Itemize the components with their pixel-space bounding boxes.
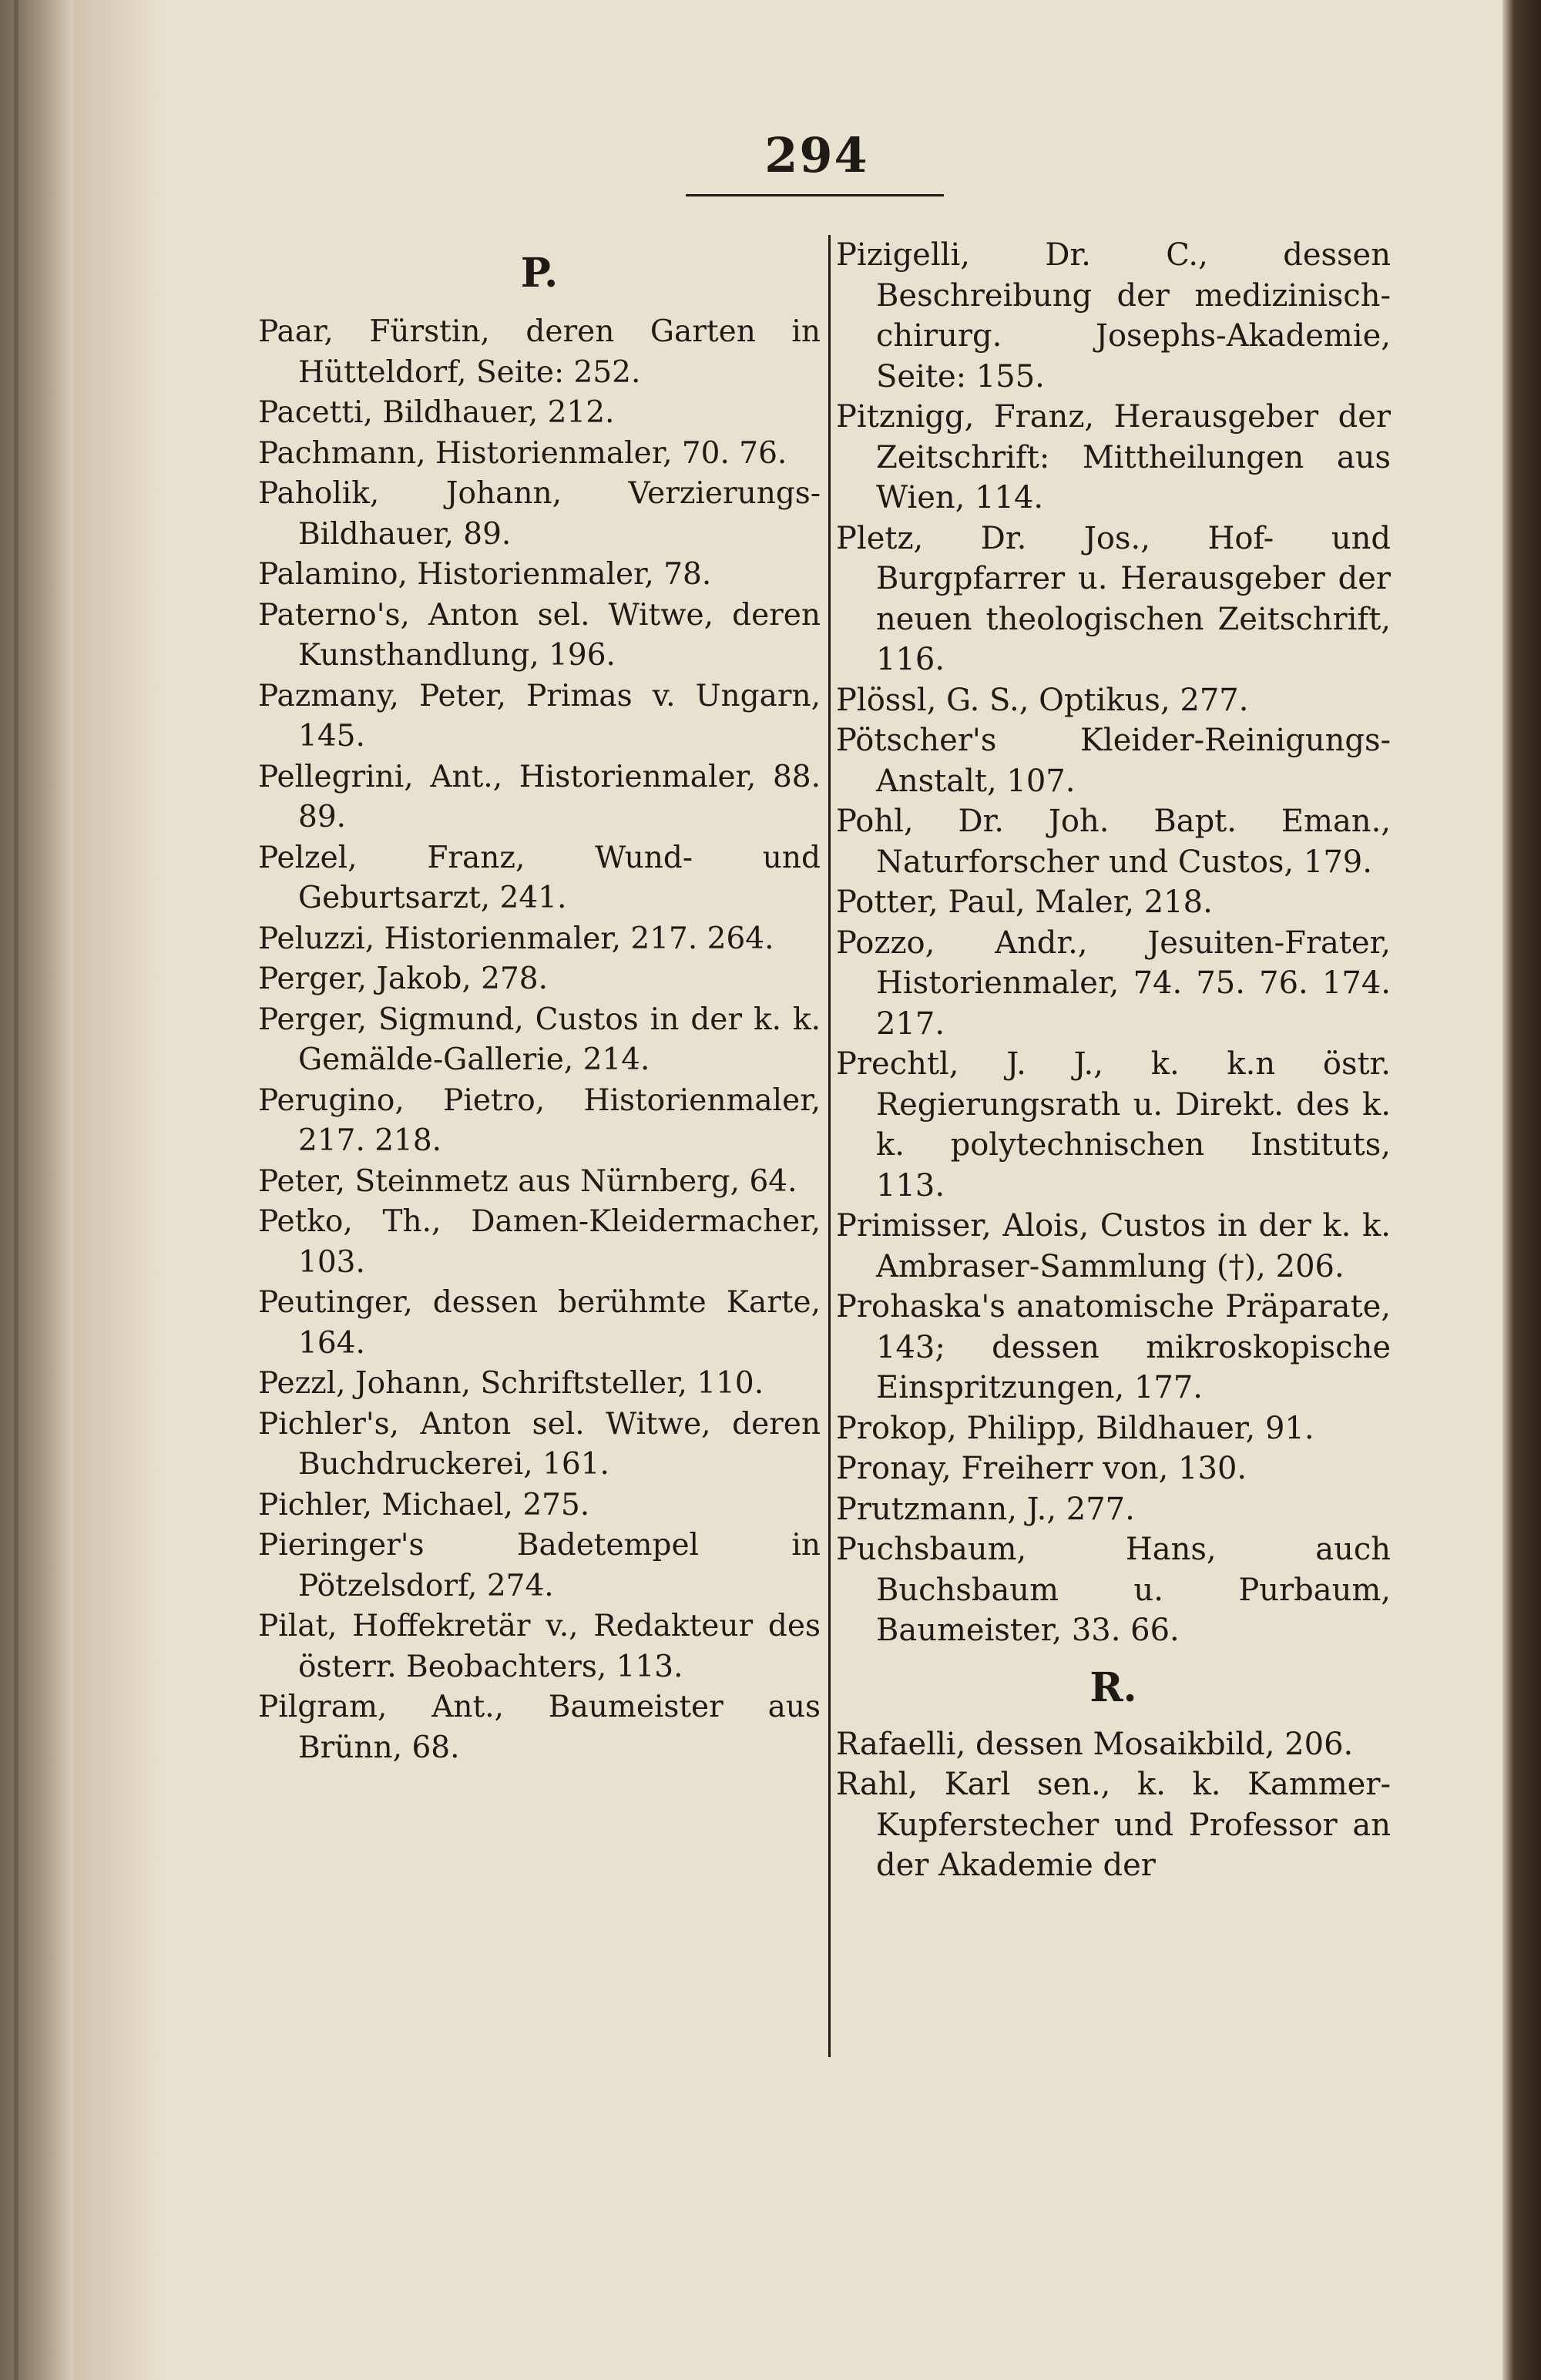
left-column	[258, 235, 821, 1768]
index-entry: Paholik, Johann, Verzierungs-Bildhauer, 89.	[258, 476, 821, 552]
index-entry: Pohl, Dr. Joh. Bapt. Eman., Naturforscher und Custos, 179.	[836, 804, 1391, 880]
index-entry: Pilat, Hoffekretär v., Redakteur des österr. Beobachters, 113.	[258, 1609, 821, 1684]
index-entry: Potter, Paul, Maler, 218.	[836, 885, 1213, 920]
index-entry: Pichler, Michael, 275.	[258, 1487, 590, 1522]
index-entry: Puchsbaum, Hans, auch Buchsbaum u. Purbaum, Baumeister, 33. 66.	[836, 1532, 1391, 1648]
index-entry: Pachmann, Historienmaler, 70. 76.	[258, 435, 787, 471]
index-entry: Perger, Jakob, 278.	[258, 962, 549, 996]
index-entry: Prohaska's anatomische Präparate, 143; dessen mikroskopische Einspritzungen, 177.	[836, 1289, 1391, 1405]
page-number-rule	[686, 194, 944, 196]
index-entry: Pizigelli, Dr. C., dessen Beschreibung der medizinisch-chirurg. Josephs-Akademie, Seite: 155.	[836, 237, 1391, 394]
index-entry: Pichler's, Anton sel. Witwe, deren Buchdruckerei, 161.	[258, 1406, 821, 1482]
index-entry: Peter, Steinmetz aus Nürnberg, 64.	[258, 1163, 797, 1199]
index-entry: Primisser, Alois, Custos in der k. k. Ambraser-Sammlung (†), 206.	[836, 1208, 1391, 1284]
index-entry: Prechtl, J. J., k. k.n östr. Regierungsrath u. Direkt. des k. k. polytechnischen Instituts, 113.	[836, 1046, 1391, 1203]
index-entry: Pilgram, Ant., Baumeister aus Brünn, 68.	[258, 1690, 821, 1765]
index-entry: Pitznigg, Franz, Herausgeber der Zeitschrift: Mittheilungen aus Wien, 114.	[836, 399, 1391, 515]
index-entry: Peluzzi, Historienmaler, 217. 264.	[258, 921, 774, 956]
index-entry: Paar, Fürstin, deren Garten in Hütteldorf, Seite: 252.	[258, 314, 821, 390]
index-entry: Perger, Sigmund, Custos in der k. k. Gemälde-Gallerie, 214.	[258, 1002, 821, 1077]
index-entry: Pletz, Dr. Jos., Hof- und Burgpfarrer u. Herausgeber der neuen theologischen Zeitschrift, 116.	[836, 520, 1391, 677]
right-column	[836, 235, 1391, 1886]
page-shadow	[73, 0, 166, 2380]
index-entry: Petko, Th., Damen-Kleidermacher, 103.	[258, 1204, 821, 1280]
index-entry: Plössl, G. S., Optikus, 277.	[836, 682, 1249, 718]
binding-edge	[1502, 0, 1541, 2380]
index-entry: Prokop, Philipp, Bildhauer, 91.	[836, 1410, 1314, 1446]
index-entry: Pacetti, Bildhauer, 212.	[258, 395, 615, 430]
index-entry: Palamino, Historienmaler, 78.	[258, 557, 712, 592]
index-entry: Rahl, Karl sen., k. k. Kammer-Kupferstecher und Professor an der Akademie der	[836, 1767, 1391, 1883]
index-entry: Paterno's, Anton sel. Witwe, deren Kunsthandlung, 196.	[258, 597, 821, 673]
index-entry: Perugino, Pietro, Historienmaler, 217. 218.	[258, 1083, 821, 1158]
index-entry: Pellegrini, Ant., Historienmaler, 88. 89.	[258, 759, 821, 834]
section-letter-r: R.	[1089, 1663, 1137, 1711]
adjacent-page-edge	[0, 0, 73, 2380]
index-entry: Pozzo, Andr., Jesuiten-Frater, Historienmaler, 74. 75. 76. 174. 217.	[836, 925, 1391, 1042]
section-letter-p: P.	[520, 250, 559, 297]
index-entry: Prutzmann, J., 277.	[836, 1491, 1135, 1527]
index-entry: Pelzel, Franz, Wund- und Geburtsarzt, 241.	[258, 840, 821, 915]
index-entry: Peutinger, dessen berühmte Karte, 164.	[258, 1285, 821, 1361]
column-divider	[828, 235, 831, 2057]
index-entry: Pötscher's Kleider-Reinigungs-Anstalt, 107.	[836, 723, 1391, 799]
index-entry: Pezzl, Johann, Schriftsteller, 110.	[258, 1366, 764, 1401]
index-entry: Pazmany, Peter, Primas v. Ungarn, 145.	[258, 678, 821, 754]
index-entry: Rafaelli, dessen Mosaikbild, 206.	[836, 1726, 1354, 1762]
index-entry: Pieringer's Badetempel in Pötzelsdorf, 274.	[258, 1528, 821, 1603]
page-number: 294	[764, 127, 869, 183]
index-entry: Pronay, Freiherr von, 130.	[836, 1451, 1247, 1486]
